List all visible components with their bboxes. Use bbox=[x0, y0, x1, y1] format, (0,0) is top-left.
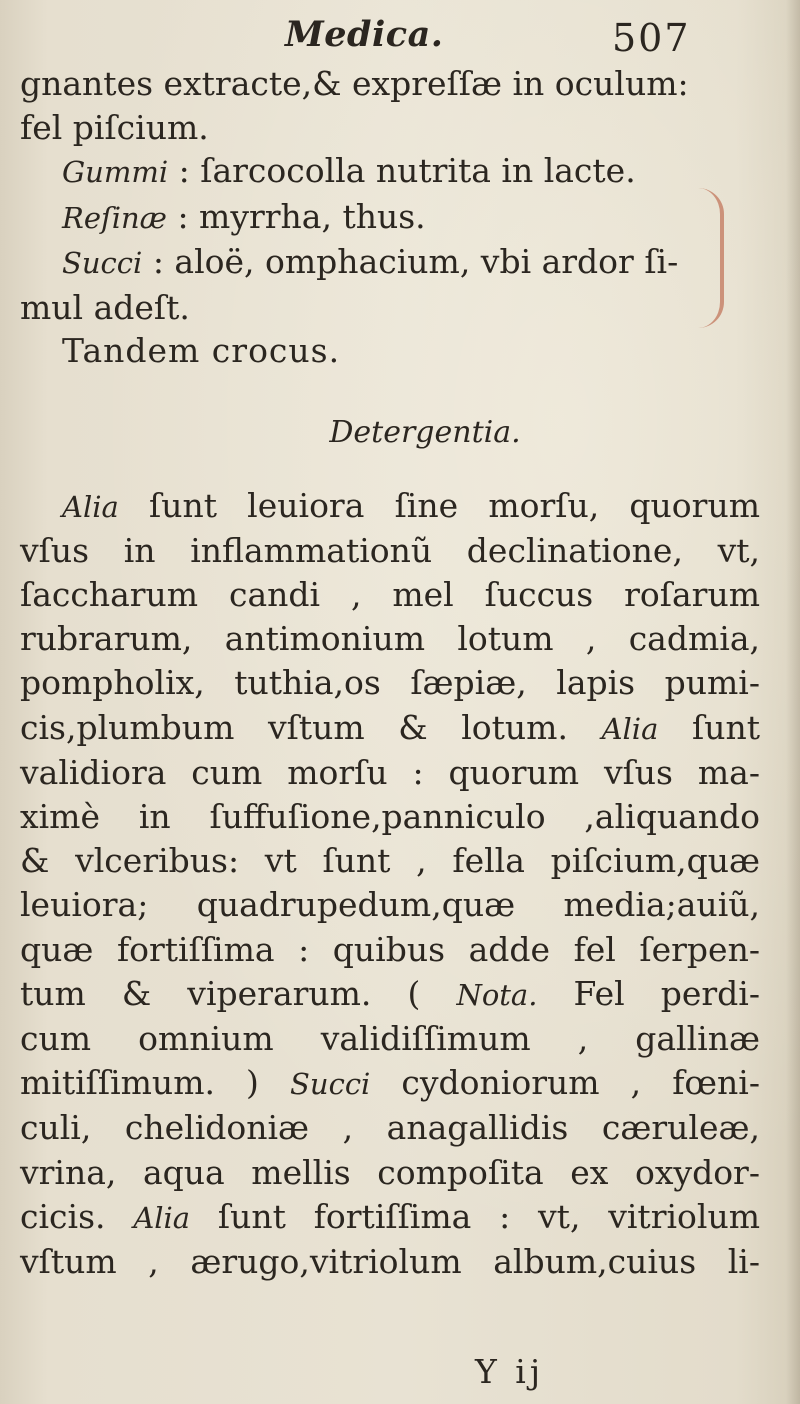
paragraph-line bbox=[20, 617, 760, 661]
paragraph-line bbox=[20, 1106, 760, 1150]
paragraph-line bbox=[20, 484, 760, 529]
list-item-succi bbox=[20, 240, 760, 286]
line-text: Fel perdi- bbox=[537, 973, 761, 1013]
line-text: vſus in inflammationũ declinatione, vt, bbox=[20, 530, 760, 570]
italic-word: Nota. bbox=[456, 977, 538, 1012]
paragraph-line bbox=[20, 972, 760, 1017]
paragraph-line bbox=[20, 1195, 760, 1240]
line-text: cis,plumbum vſtum & lotum. bbox=[20, 707, 602, 747]
list-item-gummi bbox=[20, 149, 760, 195]
paragraph bbox=[20, 484, 760, 1285]
line-text: ſunt fortiſſima : vt, vitriolum bbox=[190, 1196, 760, 1236]
paragraph-line bbox=[20, 839, 760, 883]
paragraph-line bbox=[20, 928, 760, 972]
list-label: Gummi bbox=[62, 155, 169, 189]
list-label: Reſinæ bbox=[62, 200, 167, 235]
page-header bbox=[20, 14, 760, 62]
line-text: culi, chelidoniæ , anagallidis cæruleæ, bbox=[20, 1108, 760, 1148]
line-text: rubrarum, antimonium lotum , cadmia, bbox=[20, 619, 760, 659]
line-text: cydoniorum , fœni- bbox=[370, 1063, 761, 1103]
line-text: ſaccharum candi , mel ſuccus roſarum bbox=[20, 574, 760, 614]
list-item-tandem: Tandem crocus. bbox=[62, 331, 341, 370]
line-text: tum & viperarum. ( bbox=[20, 973, 457, 1013]
line-text: vrina, aqua mellis compoſita ex oxydor- bbox=[20, 1152, 760, 1192]
paragraph-line bbox=[20, 661, 760, 705]
line-text: ſunt leuiora ſine morſu, quorum bbox=[118, 485, 760, 525]
line-text: quæ fortiſſima : quibus adde fel ſerpen- bbox=[20, 929, 760, 969]
line-text: & vlceribus: vt ſunt , fella piſcium,quæ bbox=[20, 841, 760, 881]
paragraph-line bbox=[20, 883, 760, 927]
line-text: vſtum , ærugo,vitriolum album,cuius li- bbox=[20, 1241, 760, 1281]
line-text: ſunt bbox=[658, 707, 760, 747]
list-label: Succi bbox=[62, 246, 143, 280]
paragraph-line bbox=[20, 1151, 760, 1195]
italic-word: Alia bbox=[601, 711, 659, 746]
line-text: leuiora; quadrupedum,quæ media;auiũ, bbox=[20, 885, 760, 925]
paragraph-line bbox=[20, 1240, 760, 1284]
line-text: pompholix, tuthia,os ſæpiæ, lapis pumi- bbox=[20, 663, 760, 703]
list-item-resinae bbox=[20, 195, 760, 241]
line-text: mitiſſimum. ) bbox=[20, 1063, 291, 1103]
italic-word: Alia bbox=[133, 1200, 191, 1235]
text-line: fel piſcium. bbox=[20, 107, 209, 147]
section-heading: Detergentia. bbox=[329, 414, 521, 450]
paragraph-line bbox=[20, 573, 760, 617]
paragraph-line bbox=[20, 751, 760, 795]
list-text: : ſarcocolla nutrita in lacte. bbox=[178, 151, 636, 190]
italic-word: Succi bbox=[290, 1067, 371, 1102]
text-line: gnantes extracte,& expreſſæ in oculum: bbox=[20, 64, 689, 103]
list-text: : aloë, omphacium, vbi ardor ſi- bbox=[152, 242, 679, 281]
page-number: 507 bbox=[612, 16, 691, 60]
line-text: validiora cum morſu : quorum vſus ma- bbox=[20, 752, 760, 792]
paragraph-line bbox=[20, 795, 760, 839]
running-head: Medica. bbox=[285, 14, 444, 55]
italic-word: Alia bbox=[62, 489, 119, 524]
signature-mark: Y ij bbox=[475, 1352, 545, 1391]
paragraph-line bbox=[20, 1017, 760, 1061]
line-text: cicis. bbox=[20, 1196, 134, 1236]
paragraph-line bbox=[20, 706, 760, 751]
paragraph-line bbox=[20, 529, 760, 573]
list-text: : myrrha, thus. bbox=[177, 196, 426, 236]
line-text: ximè in ſuffuſione,panniculo ,aliquando bbox=[20, 796, 760, 836]
margin-stain bbox=[690, 168, 724, 348]
list-item-succi-cont: mul adeſt. bbox=[20, 287, 190, 327]
line-text: cum omnium validiſſimum , gallinæ bbox=[20, 1018, 760, 1058]
paragraph-line bbox=[20, 1061, 760, 1106]
